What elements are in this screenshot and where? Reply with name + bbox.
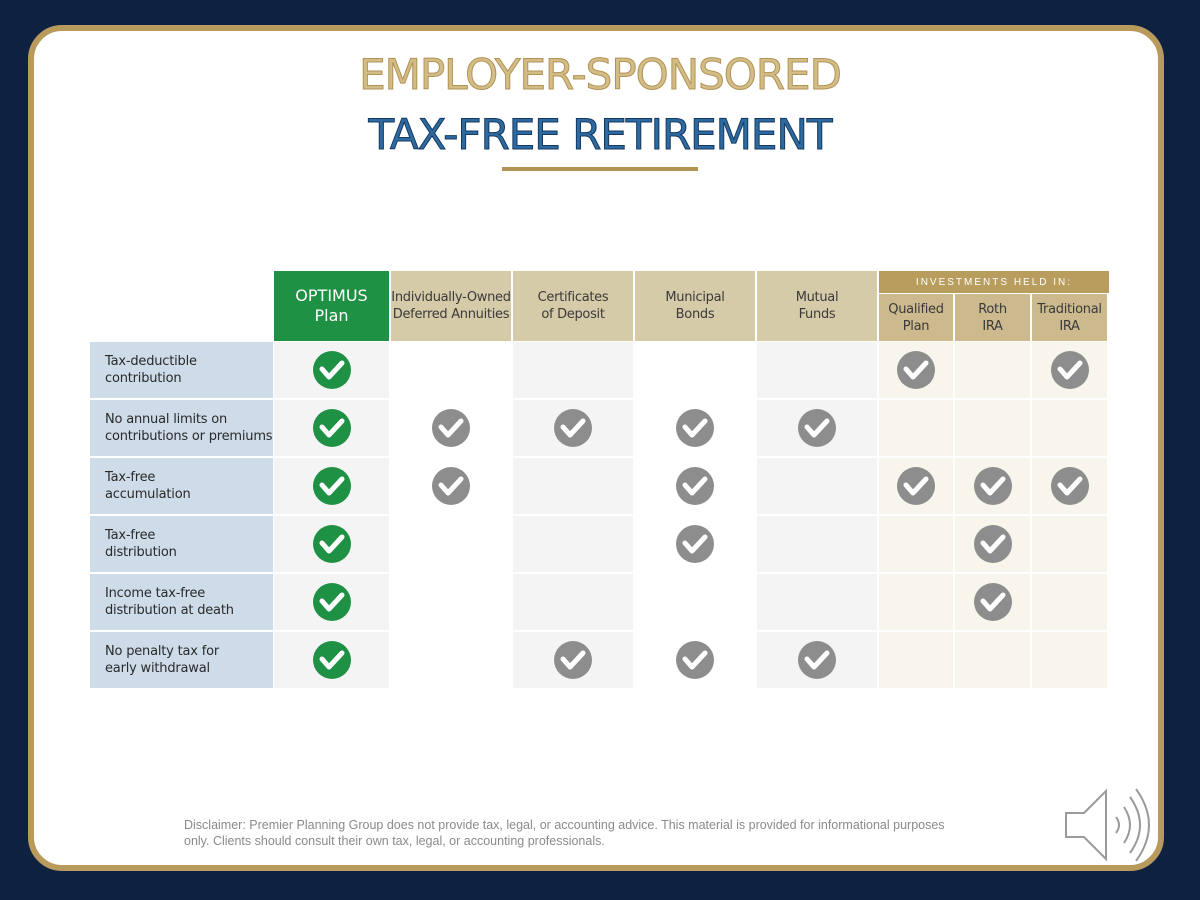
column-header-5: [879, 294, 953, 341]
row-label: [90, 574, 273, 630]
column-header-4: [757, 271, 877, 341]
table-cell: [1032, 400, 1107, 456]
table-cell: [391, 632, 511, 688]
check-circle-gray-icon: [675, 466, 715, 506]
check-circle-green-icon: [312, 524, 352, 564]
investments-held-in-band: INVESTMENTS HELD IN:: [879, 271, 1109, 293]
check-circle-gray-icon: [896, 466, 936, 506]
column-header-1: [391, 271, 511, 341]
row-label-line-2: distribution at death: [105, 603, 234, 618]
column-header-line-1: Mutual: [795, 290, 839, 305]
column-header-line-1: Individually-Owned: [391, 290, 511, 305]
check-circle-green-icon: [312, 408, 352, 448]
check-circle-gray-icon: [675, 640, 715, 680]
row-label: [90, 458, 273, 514]
row-label-line-2: early withdrawal: [105, 661, 210, 676]
table-cell: [513, 516, 633, 572]
row-label-line-1: Tax-free: [105, 528, 156, 543]
check-circle-gray-icon: [553, 640, 593, 680]
table-cell: [1032, 574, 1107, 630]
disclaimer-line-2: only. Clients should consult their own tax, legal, or accounting professionals.: [184, 834, 605, 848]
title-line-2: TAX-FREE RETIREMENT: [368, 110, 832, 159]
column-header-line-2: IRA: [1059, 318, 1080, 334]
column-header-line-1: OPTIMUS: [295, 286, 368, 305]
row-label-line-2: accumulation: [105, 487, 191, 502]
disclaimer-line-1: Disclaimer: Premier Planning Group does not provide tax, legal, or accounting advice. This material is provided for informational purposes: [184, 818, 945, 832]
check-circle-green-icon: [312, 640, 352, 680]
column-header-line-2: Plan: [314, 306, 349, 325]
speaker-icon[interactable]: [1062, 787, 1158, 863]
check-circle-gray-icon: [896, 350, 936, 390]
row-label-line-2: distribution: [105, 545, 177, 560]
column-header-line-2: Plan: [902, 318, 930, 334]
table-cell: [635, 342, 755, 398]
column-header-line-1: Qualified: [888, 301, 944, 317]
column-header-line-1: Municipal: [665, 290, 725, 305]
column-header-line-1: Traditional: [1037, 301, 1102, 317]
table-cell: [955, 342, 1030, 398]
check-circle-gray-icon: [1050, 350, 1090, 390]
check-circle-gray-icon: [675, 524, 715, 564]
title-line-1: EMPLOYER-SPONSORED: [359, 50, 841, 99]
check-circle-gray-icon: [675, 408, 715, 448]
column-header-line-2: Deferred Annuities: [392, 307, 510, 322]
row-label-line-1: Income tax-free: [105, 586, 206, 601]
row-label-line-2: contributions or premiums: [105, 429, 273, 444]
table-cell: [513, 342, 633, 398]
column-header-line-1: Roth: [978, 301, 1007, 317]
column-header-line-2: Funds: [798, 307, 836, 322]
row-label-line-1: No annual limits on: [105, 412, 228, 427]
column-header-line-2: Bonds: [675, 307, 715, 322]
row-label: [90, 632, 273, 688]
table-cell: [955, 400, 1030, 456]
column-header-6: [955, 294, 1030, 341]
column-header-3: [635, 271, 755, 341]
disclaimer: [184, 817, 1024, 849]
table-cell: [757, 516, 877, 572]
table-cell: [391, 516, 511, 572]
table-cell: [879, 400, 953, 456]
check-circle-gray-icon: [431, 408, 471, 448]
table-cell: [391, 342, 511, 398]
row-label-line-1: Tax-free: [105, 470, 156, 485]
check-circle-green-icon: [312, 466, 352, 506]
check-circle-gray-icon: [1050, 466, 1090, 506]
check-circle-gray-icon: [973, 524, 1013, 564]
table-cell: [391, 574, 511, 630]
check-circle-gray-icon: [973, 466, 1013, 506]
check-circle-gray-icon: [797, 408, 837, 448]
title-underline: [502, 167, 698, 171]
check-circle-gray-icon: [797, 640, 837, 680]
column-header-line-2: of Deposit: [541, 307, 605, 322]
column-header-0: [274, 271, 389, 341]
row-label-line-1: Tax-deductible: [105, 354, 197, 369]
table-cell: [757, 574, 877, 630]
table-cell: [635, 574, 755, 630]
check-circle-gray-icon: [431, 466, 471, 506]
column-header-7: [1032, 294, 1107, 341]
table-cell: [879, 632, 953, 688]
table-cell: [513, 574, 633, 630]
table-cell: [513, 458, 633, 514]
table-cell: [757, 342, 877, 398]
table-cell: [1032, 516, 1107, 572]
column-header-line-2: IRA: [982, 318, 1003, 334]
row-label: [90, 400, 273, 456]
column-header-line-1: Certificates: [537, 290, 609, 305]
row-label: [90, 342, 273, 398]
table-cell: [955, 632, 1030, 688]
table-cell: [879, 516, 953, 572]
row-label-line-2: contribution: [105, 371, 182, 386]
check-circle-gray-icon: [973, 582, 1013, 622]
row-label: [90, 516, 273, 572]
table-cell: [757, 458, 877, 514]
table-cell: [1032, 632, 1107, 688]
check-circle-green-icon: [312, 582, 352, 622]
check-circle-gray-icon: [553, 408, 593, 448]
table-cell: [879, 574, 953, 630]
check-circle-green-icon: [312, 350, 352, 390]
column-header-2: [513, 271, 633, 341]
row-label-line-1: No penalty tax for: [105, 644, 219, 659]
